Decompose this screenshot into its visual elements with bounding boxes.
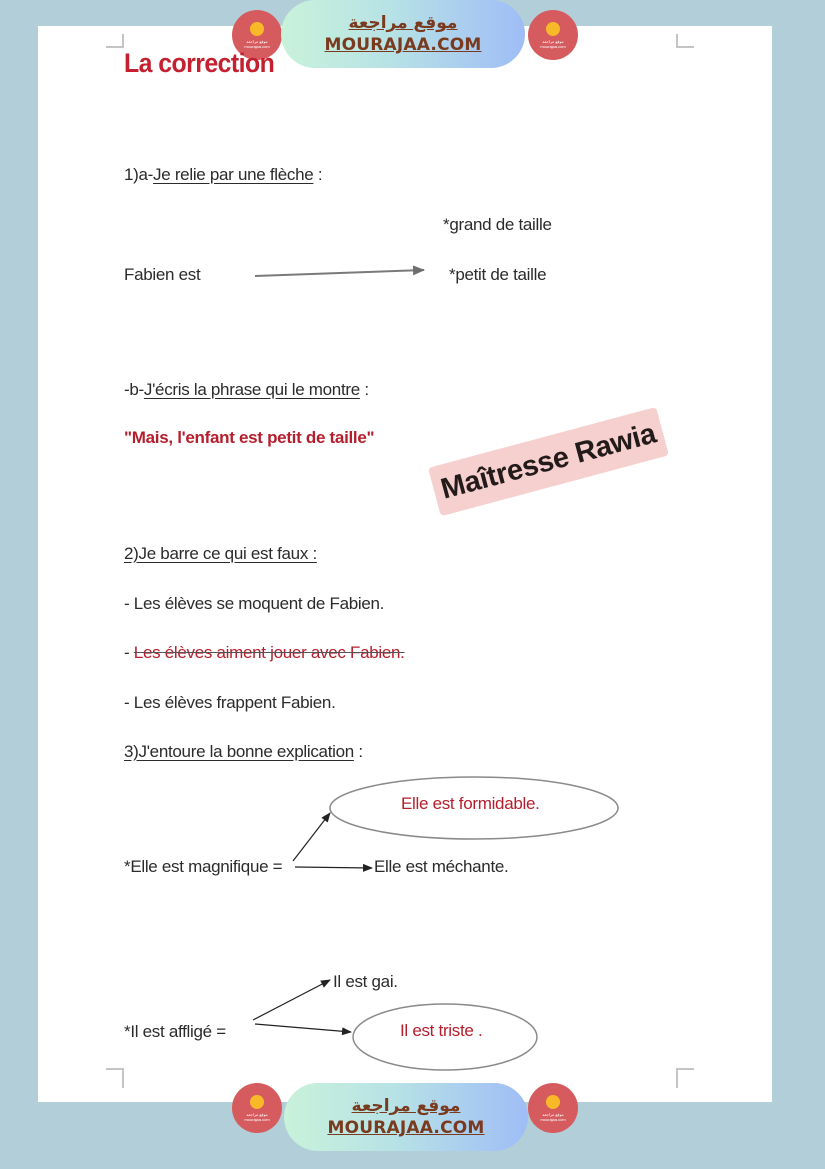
q3-g1-term: *Elle est magnifique = bbox=[124, 857, 283, 876]
site-banner-top[interactable] bbox=[281, 0, 525, 68]
crop-mark-bottom-right bbox=[676, 1068, 694, 1088]
logo-icon bbox=[250, 22, 264, 36]
teacher-stamp: Maîtresse Rawia bbox=[428, 407, 669, 516]
q2-item-text: Les élèves frappent Fabien. bbox=[133, 693, 336, 712]
q3-g2-option: Il est gai. bbox=[333, 972, 398, 991]
document-page bbox=[38, 26, 772, 1102]
q3-g2-option-circled: Il est triste . bbox=[400, 1021, 483, 1040]
q1b-answer: "Mais, l'enfant est petit de taille" bbox=[124, 428, 375, 447]
q1a-prefix: 1)a- bbox=[124, 165, 154, 184]
crop-mark-top-left bbox=[106, 34, 124, 48]
q1b-heading bbox=[124, 380, 369, 400]
q1-option-grand: *grand de taille bbox=[443, 215, 552, 234]
logo-badge-right-top[interactable] bbox=[528, 10, 578, 60]
badge-caption: موقع مراجعة mourajaa.com bbox=[540, 38, 566, 49]
logo-icon bbox=[250, 1095, 264, 1109]
badge-caption: موقع مراجعة mourajaa.com bbox=[244, 38, 270, 49]
q3-g2-term: *Il est affligé = bbox=[124, 1022, 226, 1041]
q1a-instruction: Je relie par une flèche bbox=[153, 165, 314, 184]
crop-mark-bottom-left bbox=[106, 1068, 124, 1088]
banner-arabic-title: موقع مراجعة bbox=[348, 13, 458, 33]
q2-item-text-struck: Les élèves aiment jouer avec Fabien. bbox=[133, 643, 405, 662]
q3-g1-option: Elle est méchante. bbox=[374, 857, 509, 876]
q3-heading bbox=[124, 742, 363, 762]
logo-icon bbox=[546, 22, 560, 36]
badge-caption: موقع مراجعة mourajaa.com bbox=[540, 1111, 566, 1122]
list-dash: - bbox=[124, 594, 134, 613]
document-title: La correction bbox=[124, 48, 275, 78]
q2-item bbox=[124, 594, 384, 614]
q1b-colon: : bbox=[359, 380, 369, 399]
q3-instruction: 3)J'entoure la bonne explication bbox=[124, 742, 354, 761]
q1a-colon: : bbox=[313, 165, 323, 184]
list-dash: - bbox=[124, 643, 134, 662]
list-dash: - bbox=[124, 693, 134, 712]
q2-item bbox=[124, 693, 336, 713]
banner-arabic-title: موقع مراجعة bbox=[351, 1096, 461, 1116]
q2-item-struck bbox=[124, 643, 405, 663]
q1a-heading bbox=[124, 165, 322, 185]
banner-site-link[interactable]: MOURAJAA.COM bbox=[327, 1118, 485, 1138]
logo-badge-left-bottom[interactable] bbox=[232, 1083, 282, 1133]
q2-item-text: Les élèves se moquent de Fabien. bbox=[133, 594, 385, 613]
site-banner-bottom[interactable] bbox=[284, 1083, 528, 1151]
banner-site-link[interactable]: MOURAJAA.COM bbox=[324, 35, 482, 55]
q1b-prefix: -b- bbox=[124, 380, 144, 399]
q1b-instruction: J'écris la phrase qui le montre bbox=[143, 380, 360, 399]
logo-badge-right-bottom[interactable] bbox=[528, 1083, 578, 1133]
q1-option-petit: *petit de taille bbox=[449, 265, 547, 284]
badge-caption: موقع مراجعة mourajaa.com bbox=[244, 1111, 270, 1122]
q3-g1-option-circled: Elle est formidable. bbox=[401, 794, 540, 813]
q1-subject: Fabien est bbox=[124, 265, 201, 284]
crop-mark-top-right bbox=[676, 34, 694, 48]
q3-colon: : bbox=[353, 742, 363, 761]
q2-heading: 2)Je barre ce qui est faux : bbox=[124, 544, 317, 563]
logo-icon bbox=[546, 1095, 560, 1109]
